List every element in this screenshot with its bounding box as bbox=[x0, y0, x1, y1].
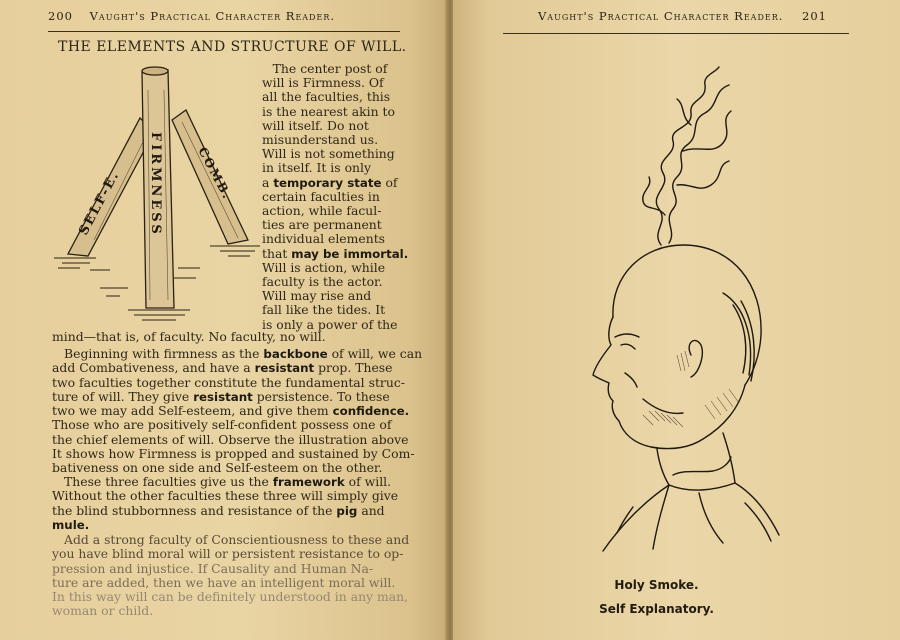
text-line: woman or child. bbox=[52, 603, 154, 619]
post-label-self-esteem: SELF-E. bbox=[76, 168, 123, 238]
text-line: misunderstand us. bbox=[262, 132, 379, 148]
text-line: Will is not something bbox=[262, 146, 395, 162]
text-line: It shows how Firmness is propped and sustained by Com- bbox=[52, 446, 415, 462]
emphasis-backbone: backbone bbox=[263, 347, 328, 361]
text-line: add Combativeness, and have a resistant prop. These bbox=[52, 360, 393, 376]
right-page-number: 201 bbox=[802, 9, 827, 23]
text-line: ture of will. They give resistant persistence. To these bbox=[52, 388, 390, 404]
paragraph-conscientiousness bbox=[52, 532, 410, 619]
right-header-rule bbox=[503, 33, 849, 34]
emphasis-temporary-state: temporary state bbox=[273, 175, 382, 190]
full-width-line bbox=[52, 330, 402, 344]
text-line: ture are added, then we have an intelligent moral will. bbox=[52, 574, 396, 590]
right-running-title: Vaught's Practical Character Reader. bbox=[538, 9, 784, 23]
portrait-subcaption: Self Explanatory. bbox=[599, 602, 714, 616]
text-line: Will is action, while bbox=[262, 259, 386, 275]
text-line: is the nearest akin to bbox=[262, 103, 395, 119]
text-line: Will may rise and bbox=[262, 288, 372, 304]
post-label-combativeness: COMB. bbox=[195, 144, 235, 203]
emphasis-mule: mule. bbox=[52, 517, 90, 532]
emphasis-pig: pig bbox=[336, 503, 358, 518]
text-line: Add a strong faculty of Conscientiousness to these and bbox=[64, 532, 410, 547]
text-line: two faculties together constitute the fundamental struc- bbox=[52, 374, 405, 390]
text-line: action, while facul- bbox=[262, 203, 382, 219]
emphasis-confidence: confidence. bbox=[332, 404, 410, 419]
text-line bbox=[52, 518, 402, 532]
text-line: These three faculties give us the framework of will. bbox=[64, 474, 392, 489]
text-line: In this way will can be definitely understood in any man, bbox=[52, 589, 409, 605]
text-line: the blind stubbornness and resistance of the pig and bbox=[52, 502, 385, 518]
text-line: you have blind moral will or persistent resistance to op- bbox=[52, 546, 404, 562]
left-page bbox=[0, 0, 447, 640]
text-line: certain faculties in bbox=[262, 188, 380, 204]
emphasis-resistant: resistant bbox=[254, 361, 315, 376]
left-running-title: Vaught's Practical Character Reader. bbox=[89, 9, 335, 23]
text-line: fall like the tides. It bbox=[262, 302, 386, 318]
text-line: The center post of bbox=[272, 61, 388, 76]
will-structure-illustration bbox=[50, 60, 265, 330]
chapter-heading: THE ELEMENTS AND STRUCTURE OF WILL. bbox=[58, 39, 407, 55]
portrait-caption: Holy Smoke. bbox=[614, 578, 699, 592]
right-page bbox=[453, 0, 900, 640]
holy-smoke-portrait-illustration bbox=[573, 55, 793, 555]
text-line: Those who are positively self-confident possess one of bbox=[52, 417, 392, 433]
text-line: bativeness on one side and Self-esteem on the other. bbox=[52, 460, 383, 476]
emphasis-may-be-immortal: may be immortal. bbox=[291, 246, 409, 261]
emphasis-framework: framework bbox=[272, 475, 345, 489]
left-running-head bbox=[48, 9, 398, 23]
text-line: all the faculties, this bbox=[262, 89, 391, 105]
text-line: that may be immortal. bbox=[262, 245, 409, 261]
text-line: Beginning with firmness as the backbone of will, we can bbox=[64, 346, 423, 361]
text-line: individual elements bbox=[262, 231, 386, 247]
text-line: is only a power of the bbox=[262, 316, 398, 332]
paragraph-framework bbox=[52, 475, 402, 532]
paragraph-firmness bbox=[52, 346, 423, 476]
text-line: will itself. Do not bbox=[262, 117, 369, 133]
text-line: the chief elements of will. Observe the illustration above bbox=[52, 431, 409, 447]
emphasis-resistant-2: resistant bbox=[193, 389, 253, 404]
left-page-number: 200 bbox=[48, 9, 73, 23]
text-line: ties are permanent bbox=[262, 217, 382, 233]
text-line: a temporary state of bbox=[262, 174, 398, 190]
text-line: pression and injustice. If Causality and Human Na- bbox=[52, 560, 374, 576]
side-column-text bbox=[262, 61, 409, 332]
text-line: will is Firmness. Of bbox=[262, 75, 384, 91]
text-line: faculty is the actor. bbox=[262, 274, 383, 290]
text-line: in itself. It is only bbox=[262, 160, 371, 176]
text-line: Without the other faculties these three will simply give bbox=[52, 488, 399, 504]
text-line: mind—that is, of faculty. No faculty, no will. bbox=[52, 329, 326, 344]
text-line: two we may add Self-esteem, and give them confidence. bbox=[52, 403, 410, 419]
smoke-icon bbox=[656, 67, 719, 245]
right-running-head bbox=[538, 9, 858, 23]
post-label-firmness: FIRMNESS bbox=[148, 132, 163, 237]
left-header-rule bbox=[48, 31, 400, 32]
